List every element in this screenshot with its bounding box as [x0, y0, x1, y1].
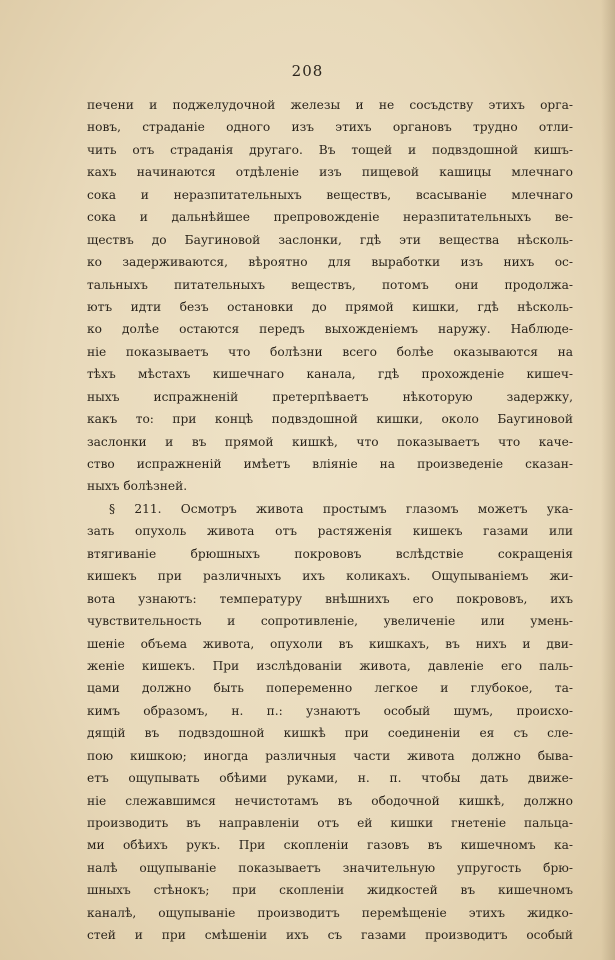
- text-line: какъ то: при концѣ подвздошной кишки, около Баугиновой: [87, 412, 573, 427]
- text-line: тальныхъ питательныхъ веществъ, потомъ они продолжа-: [87, 277, 573, 292]
- text-line: втягиваніе брюшныхъ покрововъ вслѣдствіе сокращенія: [87, 546, 573, 561]
- text-line: новъ, страданіе одного изъ этихъ органовъ трудно отли-: [87, 120, 573, 135]
- body-text: [87, 94, 573, 947]
- text-line: женіе кишекъ. При изслѣдованіи живота, давленіе его паль-: [87, 658, 573, 673]
- text-line: ныхъ болѣзней.: [87, 479, 188, 494]
- text-line: ществъ до Баугиновой заслонки, гдѣ эти вещества нѣсколь-: [87, 232, 573, 247]
- text-line: кишекъ при различныхъ ихъ коликахъ. Ощупываніемъ жи-: [87, 569, 573, 584]
- text-line: ко задерживаются, вѣроятно для выработки изъ нихъ ос-: [87, 255, 573, 270]
- text-line: чить отъ страданія другаго. Въ тощей и подвздошной кишъ-: [87, 142, 573, 157]
- text-line: кахъ начинаются отдѣленіе изъ пищевой кашицы млечнаго: [87, 165, 573, 180]
- text-line: ніе слежавшимся нечистотамъ въ ободочной кишкѣ, должно: [87, 793, 573, 808]
- text-line: пою кишкою; иногда различныя части живота должно быва-: [87, 748, 573, 763]
- text-line: ми обѣихъ рукъ. При скопленіи газовъ въ кишечномъ ка-: [87, 838, 573, 853]
- text-line: налѣ ощупываніе показываетъ значительную упругость брю-: [87, 860, 573, 875]
- text-line: чувствительность и сопротивленіе, увеличеніе или умень-: [87, 614, 573, 629]
- text-line: ство испражненій имѣетъ вліяніе на произведеніе сказан-: [87, 457, 573, 471]
- text-line: ніе показываетъ что болѣзни всего болѣе оказываются на: [87, 344, 573, 359]
- text-line: кимъ образомъ, н. п.: узнаютъ особый шумъ, происхо-: [87, 703, 573, 718]
- text-line: стей и при смѣшеніи ихъ съ газами производитъ особый: [87, 928, 573, 943]
- text-line: цами должно быть попеременно легкое и глубокое, та-: [87, 681, 573, 696]
- text-line: каналѣ, ощупываніе производитъ перемѣщеніе этихъ жидко-: [87, 905, 573, 920]
- page-edge-shadow: [601, 0, 615, 960]
- text-line: зать опухоль живота отъ растяженія кишекъ газами или: [87, 524, 573, 539]
- text-line: сока и неразпитательныхъ веществъ, всасываніе млечнаго: [87, 187, 573, 202]
- text-line: вота узнаютъ: температуру внѣшнихъ его покрововъ, ихъ: [87, 591, 573, 606]
- text-line: тѣхъ мѣстахъ кишечнаго канала, гдѣ прохожденіе кишеч-: [87, 367, 573, 382]
- text-line: производить въ направленіи отъ ей кишки гнетеніе пальца-: [87, 816, 573, 830]
- text-line: сока и дальнѣйшее препровожденіе неразпитательныхъ ве-: [87, 210, 573, 225]
- text-line: ныхъ испражненій претерпѣваетъ нѣкоторую задержку,: [87, 389, 573, 404]
- text-line: дящій въ подвздошной кишкѣ при соединеніи ея съ сле-: [87, 726, 573, 741]
- text-line: шныхъ стѣнокъ; при скопленіи жидкостей въ кишечномъ: [87, 883, 573, 898]
- text-line: заслонки и въ прямой кишкѣ, что показываетъ что каче-: [87, 434, 573, 449]
- text-line: ко долѣе остаются передъ выхожденіемъ наружу. Наблюде-: [87, 322, 573, 337]
- text-line: ютъ идти безъ остановки до прямой кишки, гдѣ нѣсколь-: [87, 299, 573, 314]
- text-line: етъ ощупывать обѣими руками, н. п. чтобы дать движе-: [87, 771, 573, 786]
- text-line: печени и поджелудочной железы и не сосъдству этихъ орга-: [87, 98, 573, 112]
- text-line: шеніе объема живота, опухоли въ кишкахъ, въ нихъ и дви-: [87, 636, 573, 651]
- section-heading-line: § 211. Осмотръ живота простымъ глазомъ можетъ ука-: [109, 501, 573, 516]
- page-number: 208: [291, 62, 324, 80]
